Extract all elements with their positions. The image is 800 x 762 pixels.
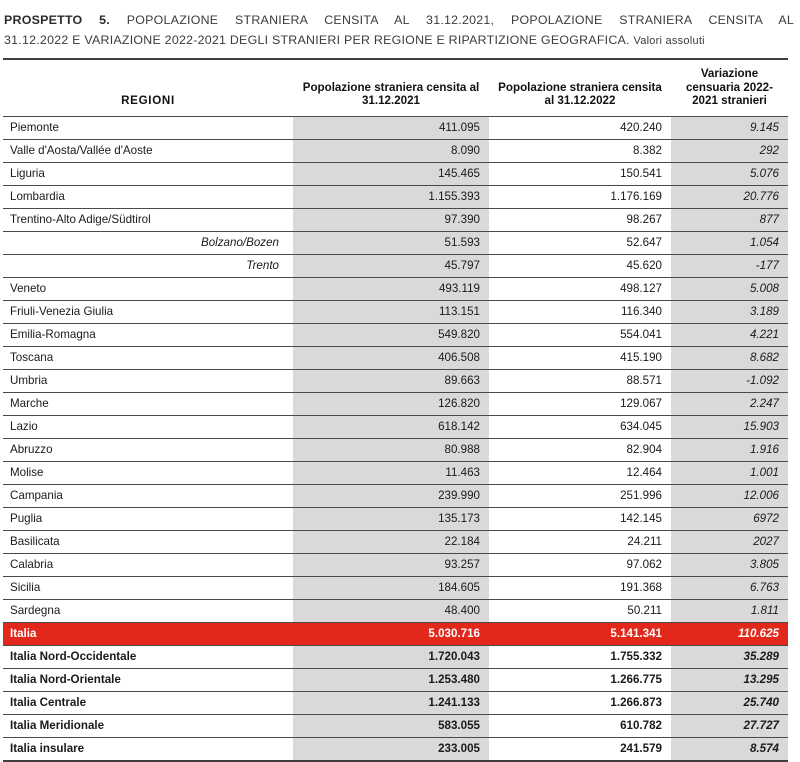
table-row: [3, 737, 788, 761]
cell-population-2022: 634.045: [489, 415, 671, 438]
cell-population-2022: 610.782: [489, 714, 671, 737]
cell-population-2022: 554.041: [489, 323, 671, 346]
cell-population-2022: 1.266.873: [489, 691, 671, 714]
cell-population-2022: 8.382: [489, 139, 671, 162]
cell-region-name: Basilicata: [3, 530, 293, 553]
column-header-population-2022: Popolazione straniera censita al 31.12.2022: [489, 59, 671, 116]
cell-variation: -1.092: [671, 369, 788, 392]
cell-population-2021: 89.663: [293, 369, 489, 392]
cell-population-2021: 239.990: [293, 484, 489, 507]
cell-variation: 5.008: [671, 277, 788, 300]
table-row: [3, 553, 788, 576]
cell-population-2022: 52.647: [489, 231, 671, 254]
cell-region-name: Italia Meridionale: [3, 714, 293, 737]
cell-population-2021: 135.173: [293, 507, 489, 530]
prospetto-number-label: PROSPETTO 5.: [4, 13, 110, 27]
cell-population-2022: 498.127: [489, 277, 671, 300]
cell-population-2022: 1.266.775: [489, 668, 671, 691]
cell-population-2022: 50.211: [489, 599, 671, 622]
cell-population-2022: 415.190: [489, 346, 671, 369]
cell-population-2021: 80.988: [293, 438, 489, 461]
cell-population-2022: 97.062: [489, 553, 671, 576]
table-row: [3, 576, 788, 599]
cell-population-2022: 88.571: [489, 369, 671, 392]
table-row: [3, 507, 788, 530]
table-row: [3, 461, 788, 484]
cell-region-name: Italia Nord-Orientale: [3, 668, 293, 691]
cell-population-2022: 251.996: [489, 484, 671, 507]
cell-population-2022: 98.267: [489, 208, 671, 231]
cell-region-name: Trento: [3, 254, 293, 277]
table-row: [3, 415, 788, 438]
table-row: [3, 392, 788, 415]
cell-variation: 3.805: [671, 553, 788, 576]
cell-population-2021: 126.820: [293, 392, 489, 415]
cell-population-2022: 116.340: [489, 300, 671, 323]
cell-population-2021: 145.465: [293, 162, 489, 185]
cell-population-2022: 5.141.341: [489, 622, 671, 645]
table-row: [3, 208, 788, 231]
table-container: [3, 58, 788, 762]
cell-population-2021: 1.720.043: [293, 645, 489, 668]
cell-variation: 20.776: [671, 185, 788, 208]
cell-population-2022: 142.145: [489, 507, 671, 530]
cell-region-name: Emilia-Romagna: [3, 323, 293, 346]
table-row: [3, 139, 788, 162]
cell-variation: 6972: [671, 507, 788, 530]
caption-subtitle: Valori assoluti: [633, 34, 705, 47]
cell-variation: 1.916: [671, 438, 788, 461]
cell-population-2021: 493.119: [293, 277, 489, 300]
table-row: [3, 162, 788, 185]
cell-region-name: Campania: [3, 484, 293, 507]
column-header-population-2021: Popolazione straniera censita al 31.12.2021: [293, 59, 489, 116]
cell-region-name: Sicilia: [3, 576, 293, 599]
cell-region-name: Lombardia: [3, 185, 293, 208]
foreign-population-table: [3, 58, 788, 762]
table-row: [3, 277, 788, 300]
cell-population-2021: 93.257: [293, 553, 489, 576]
cell-region-name: Liguria: [3, 162, 293, 185]
cell-population-2021: 5.030.716: [293, 622, 489, 645]
cell-variation: 1.811: [671, 599, 788, 622]
cell-region-name: Puglia: [3, 507, 293, 530]
table-row: [3, 231, 788, 254]
table-row: [3, 668, 788, 691]
cell-population-2021: 618.142: [293, 415, 489, 438]
cell-region-name: Italia Nord-Occidentale: [3, 645, 293, 668]
cell-region-name: Marche: [3, 392, 293, 415]
cell-region-name: Molise: [3, 461, 293, 484]
cell-population-2021: 8.090: [293, 139, 489, 162]
table-row: [3, 116, 788, 139]
table-row: [3, 346, 788, 369]
cell-population-2021: 411.095: [293, 116, 489, 139]
cell-region-name: Trentino-Alto Adige/Südtirol: [3, 208, 293, 231]
cell-variation: 3.189: [671, 300, 788, 323]
cell-variation: 6.763: [671, 576, 788, 599]
column-header-variation: Variazione censuaria 2022-2021 stranieri: [671, 59, 788, 116]
cell-region-name: Bolzano/Bozen: [3, 231, 293, 254]
cell-population-2022: 129.067: [489, 392, 671, 415]
cell-population-2021: 48.400: [293, 599, 489, 622]
table-row: [3, 254, 788, 277]
cell-variation: 292: [671, 139, 788, 162]
cell-variation: 8.574: [671, 737, 788, 761]
cell-population-2022: 241.579: [489, 737, 671, 761]
cell-region-name: Veneto: [3, 277, 293, 300]
cell-population-2022: 12.464: [489, 461, 671, 484]
table-row: [3, 645, 788, 668]
cell-population-2021: 233.005: [293, 737, 489, 761]
cell-variation: 5.076: [671, 162, 788, 185]
cell-population-2021: 22.184: [293, 530, 489, 553]
caption-line-2: 31.12.2022 E VARIAZIONE 2022-2021 DEGLI STRANIERI PER REGIONE E RIPARTIZIONE GEOGRAFICA.: [4, 32, 630, 47]
cell-population-2022: 420.240: [489, 116, 671, 139]
cell-population-2021: 51.593: [293, 231, 489, 254]
cell-variation: 2.247: [671, 392, 788, 415]
table-row: [3, 438, 788, 461]
cell-region-name: Friuli-Venezia Giulia: [3, 300, 293, 323]
cell-variation: 12.006: [671, 484, 788, 507]
cell-population-2021: 1.253.480: [293, 668, 489, 691]
cell-region-name: Piemonte: [3, 116, 293, 139]
table-row: [3, 599, 788, 622]
cell-variation: 15.903: [671, 415, 788, 438]
cell-population-2021: 45.797: [293, 254, 489, 277]
cell-population-2022: 45.620: [489, 254, 671, 277]
cell-region-name: Lazio: [3, 415, 293, 438]
cell-region-name: Italia: [3, 622, 293, 645]
table-row: [3, 300, 788, 323]
cell-variation: 13.295: [671, 668, 788, 691]
cell-variation: 25.740: [671, 691, 788, 714]
table-body: [3, 116, 788, 761]
cell-variation: 877: [671, 208, 788, 231]
cell-variation: 2027: [671, 530, 788, 553]
cell-variation: 8.682: [671, 346, 788, 369]
table-row: [3, 484, 788, 507]
cell-population-2022: 1.755.332: [489, 645, 671, 668]
table-row: [3, 369, 788, 392]
cell-variation: 9.145: [671, 116, 788, 139]
cell-population-2021: 11.463: [293, 461, 489, 484]
cell-variation: 4.221: [671, 323, 788, 346]
table-caption: [0, 0, 800, 51]
cell-population-2021: 1.241.133: [293, 691, 489, 714]
cell-region-name: Abruzzo: [3, 438, 293, 461]
cell-population-2021: 583.055: [293, 714, 489, 737]
cell-population-2021: 184.605: [293, 576, 489, 599]
cell-variation: 27.727: [671, 714, 788, 737]
cell-region-name: Italia Centrale: [3, 691, 293, 714]
cell-region-name: Sardegna: [3, 599, 293, 622]
cell-region-name: Umbria: [3, 369, 293, 392]
cell-variation: 1.054: [671, 231, 788, 254]
table-row: [3, 185, 788, 208]
cell-population-2021: 113.151: [293, 300, 489, 323]
cell-population-2021: 97.390: [293, 208, 489, 231]
table-row: [3, 622, 788, 645]
cell-population-2022: 150.541: [489, 162, 671, 185]
table-row: [3, 691, 788, 714]
cell-population-2021: 406.508: [293, 346, 489, 369]
caption-line-1: POPOLAZIONE STRANIERA CENSITA AL 31.12.2021, POPOLAZIONE STRANIERA CENSITA AL: [126, 13, 794, 27]
column-header-regioni: REGIONI: [3, 59, 293, 116]
cell-population-2022: 24.211: [489, 530, 671, 553]
table-header: [3, 59, 788, 116]
cell-variation: 1.001: [671, 461, 788, 484]
table-row: [3, 530, 788, 553]
cell-population-2022: 191.368: [489, 576, 671, 599]
table-row: [3, 714, 788, 737]
cell-region-name: Italia insulare: [3, 737, 293, 761]
cell-region-name: Toscana: [3, 346, 293, 369]
cell-region-name: Calabria: [3, 553, 293, 576]
table-row: [3, 323, 788, 346]
cell-region-name: Valle d'Aosta/Vallée d'Aoste: [3, 139, 293, 162]
cell-population-2021: 1.155.393: [293, 185, 489, 208]
cell-variation: 35.289: [671, 645, 788, 668]
cell-population-2022: 1.176.169: [489, 185, 671, 208]
cell-population-2022: 82.904: [489, 438, 671, 461]
cell-variation: -177: [671, 254, 788, 277]
cell-population-2021: 549.820: [293, 323, 489, 346]
cell-variation: 110.625: [671, 622, 788, 645]
